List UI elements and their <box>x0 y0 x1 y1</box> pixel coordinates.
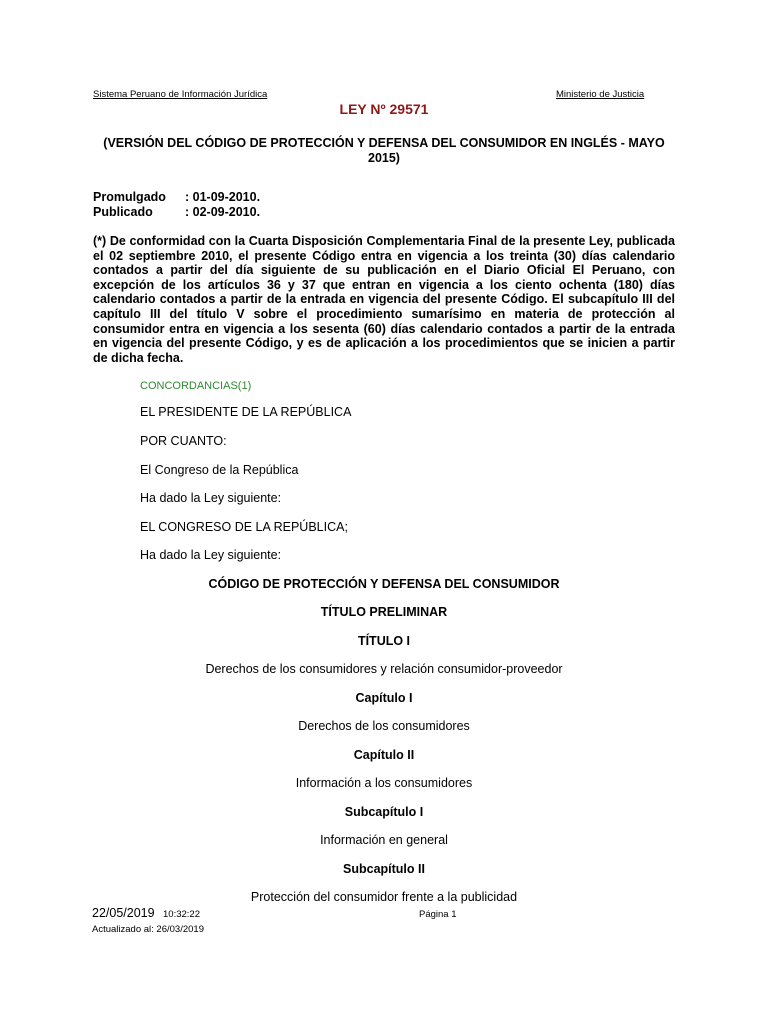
preamble-line: POR CUANTO: <box>140 434 227 448</box>
capitulo-heading: Capítulo I <box>355 691 413 705</box>
publicado-label: Publicado <box>93 205 153 219</box>
law-subtitle: (VERSIÓN DEL CÓDIGO DE PROTECCIÓN Y DEFENSA DEL CONSUMIDOR EN INGLÉS - MAYO 2015) <box>103 136 665 165</box>
preamble-line: El Congreso de la República <box>140 463 299 477</box>
preamble-line: Ha dado la Ley siguiente: <box>140 491 282 505</box>
footer-updated: Actualizado al: 26/03/2019 <box>92 924 204 935</box>
preamble-line: EL PRESIDENTE DE LA REPÚBLICA <box>140 405 352 419</box>
publicado-row <box>93 205 260 220</box>
footer-page-number: Página 1 <box>419 909 457 920</box>
titulo-heading: TÍTULO I <box>357 634 411 648</box>
publicado-value: : 02-09-2010. <box>185 205 261 219</box>
law-title: LEY Nº 29571 <box>339 101 429 117</box>
vigencia-note: (*) De conformidad con la Cuarta Disposición Complementaria Final de la presente Ley, publicada el 02 septiembre 2010, el presente Código entra en vigencia a los treinta (30) días calendario contados a partir del día siguiente de su publicación en el Diario Oficial El Peruano, con excepción de los artículos 36 y 37 que entran en vigencia a los ciento ochenta (180) días calendario contados a partir de la entrada en vigencia del presente Código. El subcapítulo III del capítulo III del título V sobre el procedimiento sumarísimo en materia de protección al consumidor entra en vigencia a los sesenta (60) días calendario contados a partir de la entrada en vigencia del presente Código, y es de aplicación a los procedimientos que se inicien a partir de dicha fecha. <box>93 234 675 365</box>
capitulo-description: Derechos de los consumidores <box>298 719 470 733</box>
preamble-line: Ha dado la Ley siguiente: <box>140 548 282 562</box>
footer-date: 22/05/2019 <box>92 906 155 920</box>
subcapitulo-description: Información en general <box>320 833 448 847</box>
header-ministry: Ministerio de Justicia <box>556 89 645 100</box>
concordancias-link[interactable]: CONCORDANCIAS(1) <box>140 380 252 392</box>
subcapitulo-description: Protección del consumidor frente a la publicidad <box>250 890 518 904</box>
promulgado-value: : 01-09-2010. <box>185 190 261 204</box>
titulo-preliminar: TÍTULO PRELIMINAR <box>320 605 448 619</box>
subcapitulo-heading: Subcapítulo II <box>343 862 425 876</box>
subcapitulo-heading: Subcapítulo I <box>344 805 424 819</box>
header-source: Sistema Peruano de Información Jurídica <box>93 89 268 100</box>
footer-time: 10:32:22 <box>163 909 200 920</box>
dates-block <box>93 190 260 220</box>
code-title: CÓDIGO DE PROTECCIÓN Y DEFENSA DEL CONSUMIDOR <box>208 577 560 591</box>
titulo-description: Derechos de los consumidores y relación consumidor-proveedor <box>205 662 563 676</box>
promulgado-label: Promulgado <box>93 190 166 204</box>
promulgado-row <box>93 190 260 205</box>
capitulo-description: Información a los consumidores <box>295 776 473 790</box>
capitulo-heading: Capítulo II <box>353 748 415 762</box>
preamble-line: EL CONGRESO DE LA REPÚBLICA; <box>140 520 348 534</box>
